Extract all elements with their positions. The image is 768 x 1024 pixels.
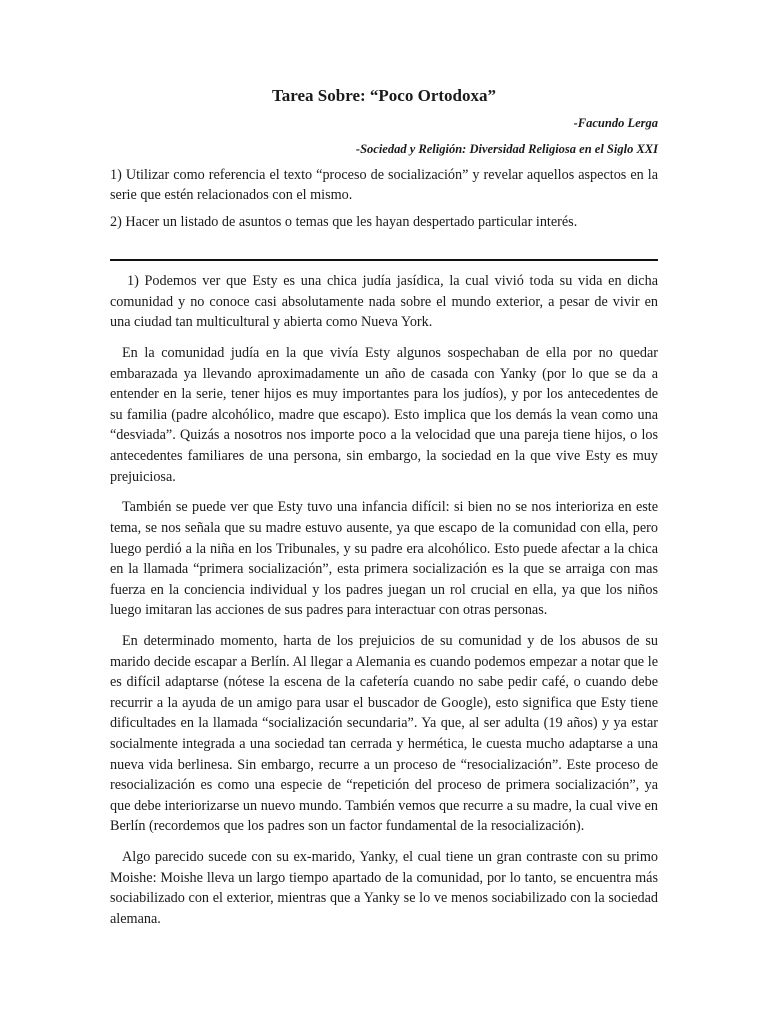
course-name: -Sociedad y Religión: Diversidad Religiosa en el Siglo XXI [355, 142, 658, 156]
paragraph-5: Algo parecido sucede con su ex-marido, Yanky, el cual tiene un gran contraste con su primo Moishe: Moishe lleva un largo tiempo apartado de la comunidad, por lo tanto, se encuentra más sociabilizado con el exterior, mientras que a Yanky se lo ve menos sociabilizado con la sociedad alemana. [110, 849, 658, 927]
answer-body [110, 271, 658, 940]
document-title: Tarea Sobre: “Poco Ortodoxa” [272, 86, 496, 105]
paragraph-1: 1) Podemos ver que Esty es una chica judía jasídica, la cual vivió toda su vida en dicha comunidad y no conoce casi absolutamente nada sobre el mundo exterior, a pesar de vivir en una ciudad tan multicultural y abierta como Nueva York. [110, 273, 658, 331]
instruction-2: 2) Hacer un listado de asuntos o temas que les hayan despertado particular interés. [110, 214, 578, 230]
author-name: -Facundo Lerga [573, 116, 658, 130]
paragraph-2: En la comunidad judía en la que vivía Esty algunos sospechaban de ella por no quedar embarazada ya llevando aproximadamente un año de casada con Yanky (por lo que se da a entender en la serie, tener hijos es muy importantes para los judíos), y por los antecedentes de su familia (padre alcohólico, madre que escapo). Esto implica que los demás la vean como una “desviada”. Quizás a nosotros nos importe poco a la velocidad que una pareja tiene hijos, o los antecedentes familiares de una persona, sin embargo, la sociedad en la que vive Esty es muy prejuiciosa. [110, 344, 658, 485]
paragraph-3: También se puede ver que Esty tuvo una infancia difícil: si bien no se nos interioriza en este tema, se nos señala que su madre estuvo ausente, ya que escapo de la comunidad con ella, pero luego perdió a la niña en los Tribunales, y su padre era alcohólico. Esto puede afectar a la chica en la llamada “primera socialización”, esta primera socialización es la que se arraiga con mas fuerza en la conciencia individual y los padres juegan un rol crucial en ella, ya que los niños luego imitaran las acciones de sus padres para interactuar con otras personas. [110, 499, 658, 619]
paragraph-4: En determinado momento, harta de los prejuicios de su comunidad y de los abusos de su marido decide escapar a Berlín. Al llegar a Alemania es cuando podemos empezar a notar que le es difícil adaptarse (nótese la escena de la cafetería cuando no sabe pedir café, o cuando debe recurrir a la ayuda de un amigo para usar el buscador de Google), esto significa que Esty tiene dificultades en la llamada “socialización secundaria”. Ya que, al ser adulta (19 años) y ya estar socialmente integrada a una sociedad tan cerrada y hermética, le cuesta mucho adaptarse a una nueva vida berlinesa. Sin embargo, recurre a un proceso de “resocialización”. Este proceso de resocialización es como una especie de “repetición del proceso de primera socialización”, ya que debe interiorizarse un nuevo mundo. También vemos que recurre a su madre, la cual vive en Berlín (recordemos que los padres son un factor fundamental de la resocialización). [110, 633, 658, 835]
section-divider [110, 259, 658, 261]
instruction-1: 1) Utilizar como referencia el texto “proceso de socialización” y revelar aquellos aspectos en la serie que estén relacionados con el mismo. [110, 167, 658, 203]
